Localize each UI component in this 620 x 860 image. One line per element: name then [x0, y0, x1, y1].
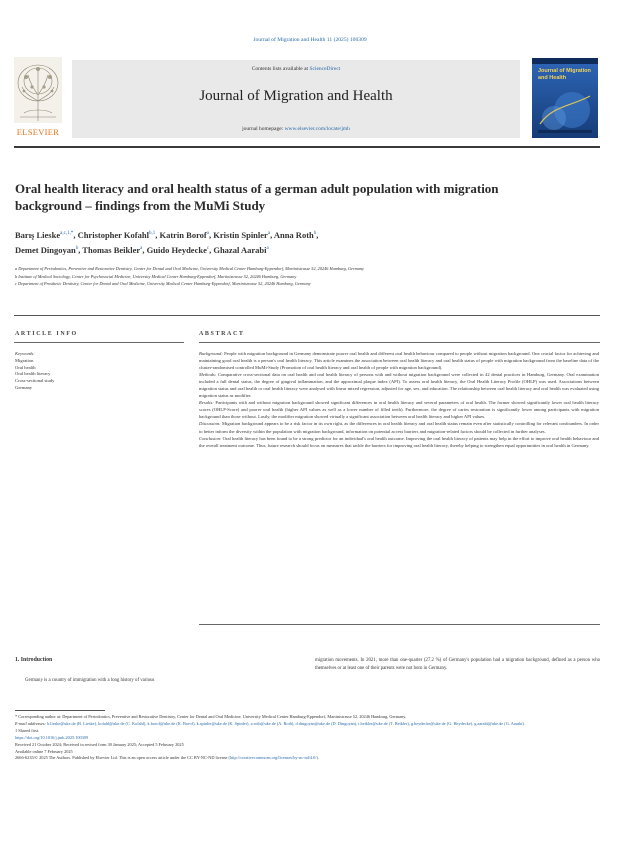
- author[interactable]: Thomas Beikler$^a$: [82, 244, 143, 255]
- affiliations: [15, 266, 600, 289]
- journal-homepage-link[interactable]: www.elsevier.com/locate/jmh: [284, 126, 350, 132]
- author[interactable]: Christopher Kofahl$^{b,1}$: [77, 229, 156, 240]
- footnotes: [15, 714, 600, 762]
- affiliation: c Department of Prosthetic Dentistry, Center for Dental and Oral Medicine, University Medical Center Hamburg-Eppendorf, Martinistrasse 52, 20246 Hamburg, Germany: [15, 281, 311, 287]
- elsevier-wordmark: ELSEVIER: [16, 127, 60, 137]
- cover-title: Journal of Migration and Health: [538, 68, 591, 81]
- abstract-results: Results: Participants with and without migration background showed significant differences in oral health literacy and several parameters of oral health. The former showed significantly lower oral health literacy scores (OHLP-Score) and poorer oral health (higher API values as well as a lower number of filled teeth). Furthermore, the degree of caries restoration is significantly lower among participants with migration background than those without. Lastly, the modifier migration showed virtually a significant association between oral health literacy and higher API values.: [199, 400, 599, 420]
- elsevier-tree-logo-icon: [14, 57, 62, 137]
- body-right-column: migration movements. In 2021, more than one-quarter (27.2 %) of Germany's population had a migration background, defined as a person who themselves or at least one of their parents were not born in Germany.: [315, 658, 600, 671]
- journal-title: Journal of Migration and Health: [199, 88, 393, 104]
- abstract-discussion: Discussion: Migration background appears to be a risk factor in its own right, as the differences in oral health literacy and oral health status remain even after statistically controlling for relevant confounders. In order to better inform the diversity within the population with migration background, information on potential access barriers and migration-related factors should be collected in further analyses.: [199, 421, 599, 434]
- keywords-block: [15, 351, 180, 392]
- author[interactable]: Demet Dingoyan$^b$: [15, 244, 79, 255]
- keyword: Cross-sectional study: [15, 378, 55, 384]
- introduction-heading: 1. Introduction: [15, 657, 53, 663]
- author[interactable]: Ghazal Aarabi$^a$: [213, 244, 269, 255]
- abstract-methods: Methods: Comparative cross-sectional data on oral health and oral health literacy of persons with and without migration background were collected in 42 dental practices in Hamburg, Germany. Oral examination included a full dental status, the degree of gingival inflammation, and the approximal plaque index (API). To assess oral health literacy, the Oral Health Literacy Profile (OHLP) was used. Associations between migration status and oral health or oral health literacy were analysed with linear mixed regression, adjusted for age, sex, and education. The relationship between oral health literacy and oral health was evaluated using migration status as modifier.: [199, 372, 599, 399]
- keywords-label: Keywords:: [15, 351, 35, 356]
- header-divider: [14, 146, 600, 148]
- author[interactable]: Katrin Borof$^a$: [159, 229, 210, 240]
- author[interactable]: Anna Roth$^b$: [273, 229, 317, 240]
- affiliation: a Department of Periodontics, Preventive and Restorative Dentistry, Center for Dental and Oral Medicine, University Medical Center Hamburg-Eppendorf, Martinistrasse 52, 20246 Hamburg, Germany: [15, 266, 364, 271]
- section-divider: [14, 315, 600, 316]
- email-addresses: E-mail addresses: b.lieske@uke.de (B. Lieske), kofahl@uke.de (C. Kofahl), k.borof@uke.de (K. Borof), k.spinler@uke.de (K. Spinler), a.roth@uke.de (A. Roth), d.dingoyan@uke.de (D. Dingoyan), t.beikler@uke.de (T. Beikler), g.heydecke@uke.de (G. Heydecke), g.aarabi@uke.de (G. Aarabi).: [15, 720, 525, 726]
- keyword: Oral health literacy: [15, 371, 51, 377]
- affiliation: b Institute of Medical Sociology, Center for Psychosocial Medicine, University Medical Center Hamburg-Eppendorf, Martinistrasse 52, 20246 Hamburg, Germany: [15, 273, 297, 279]
- body-left-column: Germany is a country of immigration with a long history of various: [25, 678, 155, 683]
- contents-available-line: Contents lists available at ScienceDirect: [251, 66, 341, 72]
- article-title: Oral health literacy and oral health status of a german adult population with migration background – findings from the MuMi Study: [15, 181, 499, 213]
- abstract-conclusion: Conclusion: Oral health literacy has been found to be a strong predictor for an individual's oral health outcome. Improving the oral health literacy of patients may help in the effort to improve oral health behaviour and the overall treatment outcome. Thus, future research should focus on measures that tackle the barriers for improving oral health literacy, thereby helping to strengthen equal opportunities in oral health in Germany.: [199, 435, 599, 448]
- author[interactable]: Barış Lieske$^{a,c,1,*}$: [15, 229, 74, 240]
- sciencedirect-link[interactable]: ScienceDirect: [309, 66, 341, 72]
- footnote-rule: [15, 710, 105, 711]
- author-list: Barış Lieske$^{a,c,1,*}$, Christopher Kofahl$^{b,1}$, Katrin Borof$^a$, Kristin Spinler$^a$, Anna Roth$^b$, Demet Dingoyan$^b$, Thomas Beikler$^a$, Guido Heydecke$^c$, Ghazal Aarabi$^a$: [15, 229, 319, 255]
- available-online: Available online 7 February 2025: [15, 748, 73, 754]
- license-link[interactable]: (http://creativecommons.org/licenses/by-nc-nd/4.0/).: [228, 755, 320, 761]
- shared-first-note: 1 Shared first.: [15, 727, 40, 733]
- keyword: Germany: [15, 384, 33, 390]
- email-links[interactable]: b.lieske@uke.de (B. Lieske), kofahl@uke.de (C. Kofahl), k.borof@uke.de (K. Borof), k.spinler@uke.de (K. Spinler), a.roth@uke.de (A. Roth), d.dingoyan@uke.de (D. Dingoyan), t.beikler@uke.de (T. Beikler), g.heydecke@uke.de (G. Heydecke), g.aarabi@uke.de (G. Aarabi).: [47, 720, 525, 726]
- doi-link[interactable]: https://doi.org/10.1016/j.jmh.2025.100309: [15, 734, 89, 740]
- author[interactable]: Guido Heydecke$^c$: [146, 244, 210, 255]
- article-info-rule: [14, 342, 184, 343]
- keyword: Oral health: [15, 364, 36, 370]
- keyword: Migration: [15, 357, 34, 363]
- correspondence-note: * Corresponding author at: Department of Periodontics, Preventive and Restorative Dentistry, Center for Dental and Oral Medicine, University Medical Center Hamburg-Eppendorf, Martinistrasse 52, 20246 Hamburg, Germany.: [15, 714, 407, 719]
- journal-citation[interactable]: Journal of Migration and Health 11 (2025) 100309: [253, 37, 367, 43]
- license-note: 2666-6235/© 2025 The Authors. Published by Elsevier Ltd. This is an open access article under the CC BY-NC-ND license (http://creativecommons.org/licenses/by-nc-nd/4.0/).: [15, 755, 320, 761]
- abstract-rule: [199, 342, 600, 343]
- abstract-body: [199, 350, 599, 449]
- abstract-background: Background: People with migration background in Germany demonstrate poorer oral health and different oral health behaviour compared to people without migration background. One crucial factor for achieving and maintaining good oral health is a person's oral health literacy. This article examines the association between oral health literacy and oral health status of people with migration background from the baseline data of the cluster-randomised controlled MuMi-Study (Promotion of oral health literacy and oral health of people with migration background).: [199, 351, 599, 371]
- article-info-heading: ARTICLE INFO: [15, 331, 78, 337]
- received-dates: Received 21 October 2024; Received in revised form 30 January 2025; Accepted 5 February 2025: [15, 741, 184, 747]
- abstract-heading: ABSTRACT: [199, 331, 245, 337]
- journal-homepage-line: journal homepage: www.elsevier.com/locate/jmh: [242, 126, 350, 132]
- author[interactable]: Kristin Spinler$^a$: [213, 229, 271, 240]
- abstract-end-rule: [199, 624, 600, 625]
